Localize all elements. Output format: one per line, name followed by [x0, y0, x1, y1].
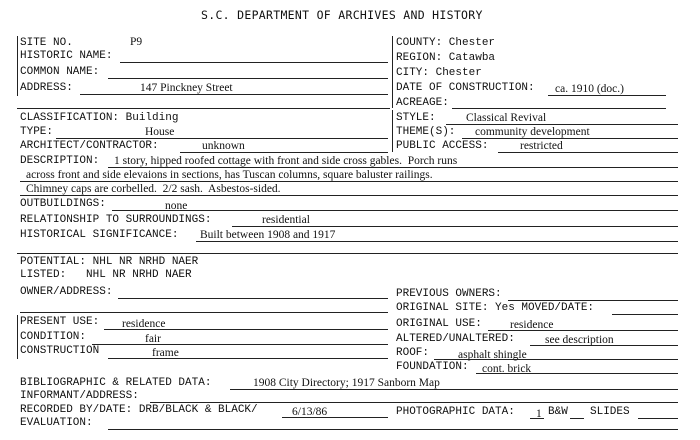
- owner-address-label: OWNER/ADDRESS:: [20, 286, 113, 298]
- bibliographic-value: 1908 City Directory; 1917 Sanborn Map: [253, 377, 440, 389]
- photographic-label: PHOTOGRAPHIC DATA:: [396, 406, 515, 418]
- classification-label: CLASSIFICATION: Building: [20, 112, 179, 124]
- type-underline: [56, 138, 388, 139]
- historic-name-label: HISTORIC NAME:: [20, 50, 113, 62]
- original-use-value: residence: [510, 319, 554, 331]
- construction-value: frame: [152, 347, 179, 359]
- architect-value: unknown: [202, 140, 245, 152]
- date-construction-underline: [548, 95, 666, 96]
- condition-value: fair: [145, 333, 161, 345]
- common-name-label: COMMON NAME:: [20, 66, 100, 78]
- altered-label: ALTERED/UNALTERED:: [396, 333, 515, 345]
- foundation-underline: [476, 373, 678, 374]
- county-label: COUNTY: Chester: [396, 37, 496, 49]
- bw-label: B&W: [548, 406, 568, 418]
- photographic-count-value: 1: [536, 408, 542, 420]
- themes-value: community development: [475, 126, 590, 138]
- left-box-edge-1: [17, 36, 18, 96]
- foundation-value: cont. brick: [482, 363, 532, 375]
- slides-label: SLIDES: [590, 406, 630, 418]
- altered-value: see description: [545, 334, 614, 346]
- form-header: S.C. DEPARTMENT OF ARCHIVES AND HISTORY: [201, 8, 483, 22]
- public-access-value: restricted: [520, 140, 563, 152]
- listed-label: LISTED: NHL NR NRHD NAER: [20, 269, 192, 281]
- present-use-value: residence: [122, 318, 166, 330]
- relationship-underline: [232, 226, 678, 227]
- architect-underline: [180, 152, 388, 153]
- description-line-2: across front and side elevaions in sections, has Tuscan columns, square baluster railings.: [26, 169, 433, 181]
- date-construction-label: DATE OF CONSTRUCTION:: [396, 82, 535, 94]
- description-label: DESCRIPTION:: [20, 155, 100, 167]
- site-no-label: SITE NO.: [20, 37, 73, 49]
- condition-label: CONDITION:: [20, 331, 87, 343]
- original-site-label: ORIGINAL SITE: Yes MOVED/DATE:: [396, 302, 595, 314]
- relationship-label: RELATIONSHIP TO SURROUNDINGS:: [20, 214, 212, 226]
- acreage-label: ACREAGE:: [396, 97, 449, 109]
- recorded-underline: [282, 417, 388, 418]
- outbuildings-underline: [112, 210, 678, 211]
- roof-underline: [434, 359, 678, 360]
- slides-underline: [638, 418, 678, 419]
- style-underline: [446, 124, 678, 125]
- description-underline-2: [20, 181, 678, 182]
- mid-box-edge-1: [392, 36, 393, 108]
- public-access-label: PUBLIC ACCESS:: [396, 140, 489, 152]
- description-line-3: Chimney caps are corbelled. 2/2 sash. Asbestos-sided.: [26, 183, 281, 195]
- evaluation-label: EVALUATION:: [20, 417, 93, 429]
- themes-label: THEME(S):: [396, 126, 456, 138]
- type-value: House: [145, 126, 175, 138]
- foundation-label: FOUNDATION:: [396, 361, 469, 373]
- original-use-underline: [488, 330, 678, 331]
- region-label: REGION: Catawba: [396, 52, 496, 64]
- original-use-label: ORIGINAL USE:: [396, 318, 482, 330]
- previous-owners-underline: [508, 300, 678, 301]
- description-underline-3: [20, 195, 678, 196]
- bw-underline: [570, 418, 584, 419]
- roof-value: asphalt shingle: [458, 349, 527, 361]
- evaluation-underline: [108, 429, 678, 430]
- mid-box-edge-2: [392, 110, 393, 152]
- bibliographic-underline: [230, 389, 678, 390]
- architect-label: ARCHITECT/CONTRACTOR:: [20, 140, 159, 152]
- potential-label: POTENTIAL: NHL NR NRHD NAER: [20, 256, 199, 268]
- themes-underline: [462, 138, 678, 139]
- description-line-1: 1 story, hipped roofed cottage with front and side cross gables. Porch runs: [114, 155, 458, 167]
- city-label: CITY: Chester: [396, 67, 482, 79]
- condition-underline: [92, 344, 388, 345]
- construction-label: CONSTRUCTION: [20, 345, 100, 357]
- photographic-count-underline: [530, 418, 544, 419]
- acreage-underline: [452, 108, 666, 109]
- address-value: 147 Pinckney Street: [140, 82, 233, 94]
- bibliographic-label: BIBLIOGRAPHIC & RELATED DATA:: [20, 377, 212, 389]
- owner-address-underline: [118, 298, 388, 299]
- informant-label: INFORMANT/ADDRESS:: [20, 390, 139, 402]
- informant-underline: [150, 402, 678, 403]
- outbuildings-label: OUTBUILDINGS:: [20, 198, 106, 210]
- common-name-underline: [108, 78, 388, 79]
- historical-significance-label: HISTORICAL SIGNIFICANCE:: [20, 229, 179, 241]
- altered-underline: [530, 345, 678, 346]
- outbuildings-value: none: [165, 200, 188, 212]
- public-access-underline: [498, 152, 678, 153]
- historical-significance-underline: [196, 241, 678, 242]
- address-underline: [80, 94, 388, 95]
- divider-1: [17, 108, 390, 109]
- original-site-underline: [612, 314, 678, 315]
- recorded-date-value: 6/13/86: [292, 406, 328, 418]
- date-construction-value: ca. 1910 (doc.): [555, 83, 624, 95]
- owner-address-underline-2: [20, 312, 388, 313]
- relationship-value: residential: [262, 214, 310, 226]
- present-use-underline: [104, 329, 388, 330]
- site-no-value: P9: [130, 36, 143, 48]
- divider-2: [17, 253, 678, 254]
- style-value: Classical Revival: [466, 112, 547, 124]
- previous-owners-label: PREVIOUS OWNERS:: [396, 288, 502, 300]
- present-use-label: PRESENT USE:: [20, 316, 100, 328]
- recorded-label: RECORDED BY/DATE: DRB/BLACK & BLACK/: [20, 404, 258, 416]
- historic-name-underline: [120, 62, 388, 63]
- description-underline-1: [108, 167, 678, 168]
- style-label: STYLE:: [396, 112, 436, 124]
- construction-underline: [108, 358, 388, 359]
- type-label: TYPE:: [20, 126, 54, 138]
- roof-label: ROOF:: [396, 347, 430, 359]
- address-label: ADDRESS:: [20, 82, 73, 94]
- left-box-edge-2: [17, 315, 18, 359]
- historical-significance-value: Built between 1908 and 1917: [200, 229, 336, 241]
